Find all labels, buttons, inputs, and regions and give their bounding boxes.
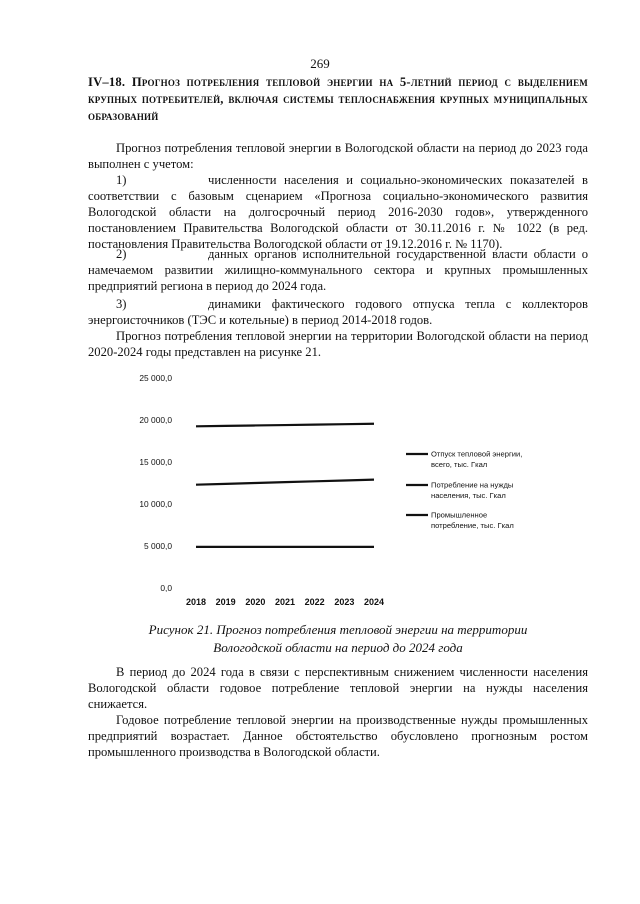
intro-paragraph: Прогноз потребления тепловой энергии в Вологодской области на период до 2023 года выполнен с учетом: (88, 141, 588, 171)
y-tick-label: 15 000,0 (139, 457, 172, 467)
caption-line-2: Вологодской области на период до 2024 года (213, 640, 463, 655)
legend-label: всего, тыс. Гкал (431, 460, 488, 469)
list-item-2 (88, 246, 588, 294)
x-tick-label: 2019 (215, 597, 236, 607)
list-item-1 (88, 172, 588, 252)
x-tick-label: 2022 (304, 597, 325, 607)
list-number: 3) (116, 297, 127, 311)
paragraph-population: В период до 2024 года в связи с перспективным снижением численности населения Вологодской области годовое потребление тепловой энергии на нужды населения снижается. (88, 665, 588, 711)
series-line-2 (196, 480, 374, 485)
legend-label: Отпуск тепловой энергии, (431, 449, 523, 459)
legend-label: населения, тыс. Гкал (431, 491, 506, 500)
legend-label: Промышленное (431, 510, 488, 520)
legend-label: потребление, тыс. Гкал (431, 521, 514, 530)
y-tick-label: 5 000,0 (144, 541, 172, 551)
y-tick-label: 0,0 (160, 583, 172, 593)
caption-line-1: Рисунок 21. Прогноз потребления тепловой энергии на территории (148, 622, 528, 637)
list-text: динамики фактического годового отпуска тепла с коллекторов энергоисточников (ТЭС и котельные) в период 2014-2018 годов. (88, 297, 588, 327)
list-number: 2) (116, 247, 127, 261)
series-line-1 (196, 424, 374, 427)
x-tick-label: 2020 (245, 597, 266, 607)
forecast-chart (100, 372, 570, 612)
x-tick-label: 2024 (363, 597, 385, 607)
page-number: 269 (310, 56, 330, 71)
section-heading: IV–18. Прогноз потребления тепловой энергии на 5-летний период с выделением крупных потребителей, включая системы теплоснабжения крупных муниципальных образований (88, 75, 588, 123)
y-tick-label: 20 000,0 (139, 415, 172, 425)
paragraph-industry: Годовое потребление тепловой энергии на производственные нужды промышленных предприятий возрастает. Данное обстоятельство обусловлено прогнозным ростом промышленного производства в Вологодской области. (88, 713, 588, 759)
x-tick-label: 2023 (334, 597, 355, 607)
x-tick-label: 2018 (185, 597, 207, 607)
line-chart (100, 372, 570, 612)
figure-caption (88, 621, 588, 657)
legend-label: Потребление на нужды (431, 480, 514, 490)
y-tick-label: 10 000,0 (139, 499, 172, 509)
list-text: данных органов исполнительной государственной власти области о намечаемом развитии жилищно-коммунального сектора и крупных промышленных предприятий региона в период до 2024 года. (88, 247, 588, 293)
x-tick-label: 2021 (274, 597, 296, 607)
y-tick-label: 25 000,0 (139, 373, 172, 383)
list-item-3 (88, 296, 588, 328)
list-text: численности населения и социально-экономических показателей в соответствии с базовым сценарием «Прогноза социально-экономического развития Вологодской области на долгосрочный период 2016-2030 годов», утвержденного постановлением Правительства Вологодской области от 30.11.2016 г. № 1022 (в ред. постановления Правительства Вологодской области от 19.12.2016 г. № 1170). (88, 173, 588, 251)
list-number: 1) (116, 173, 127, 187)
forecast-paragraph: Прогноз потребления тепловой энергии на территории Вологодской области на период 2020-2024 годы представлен на рисунке 21. (88, 329, 588, 359)
